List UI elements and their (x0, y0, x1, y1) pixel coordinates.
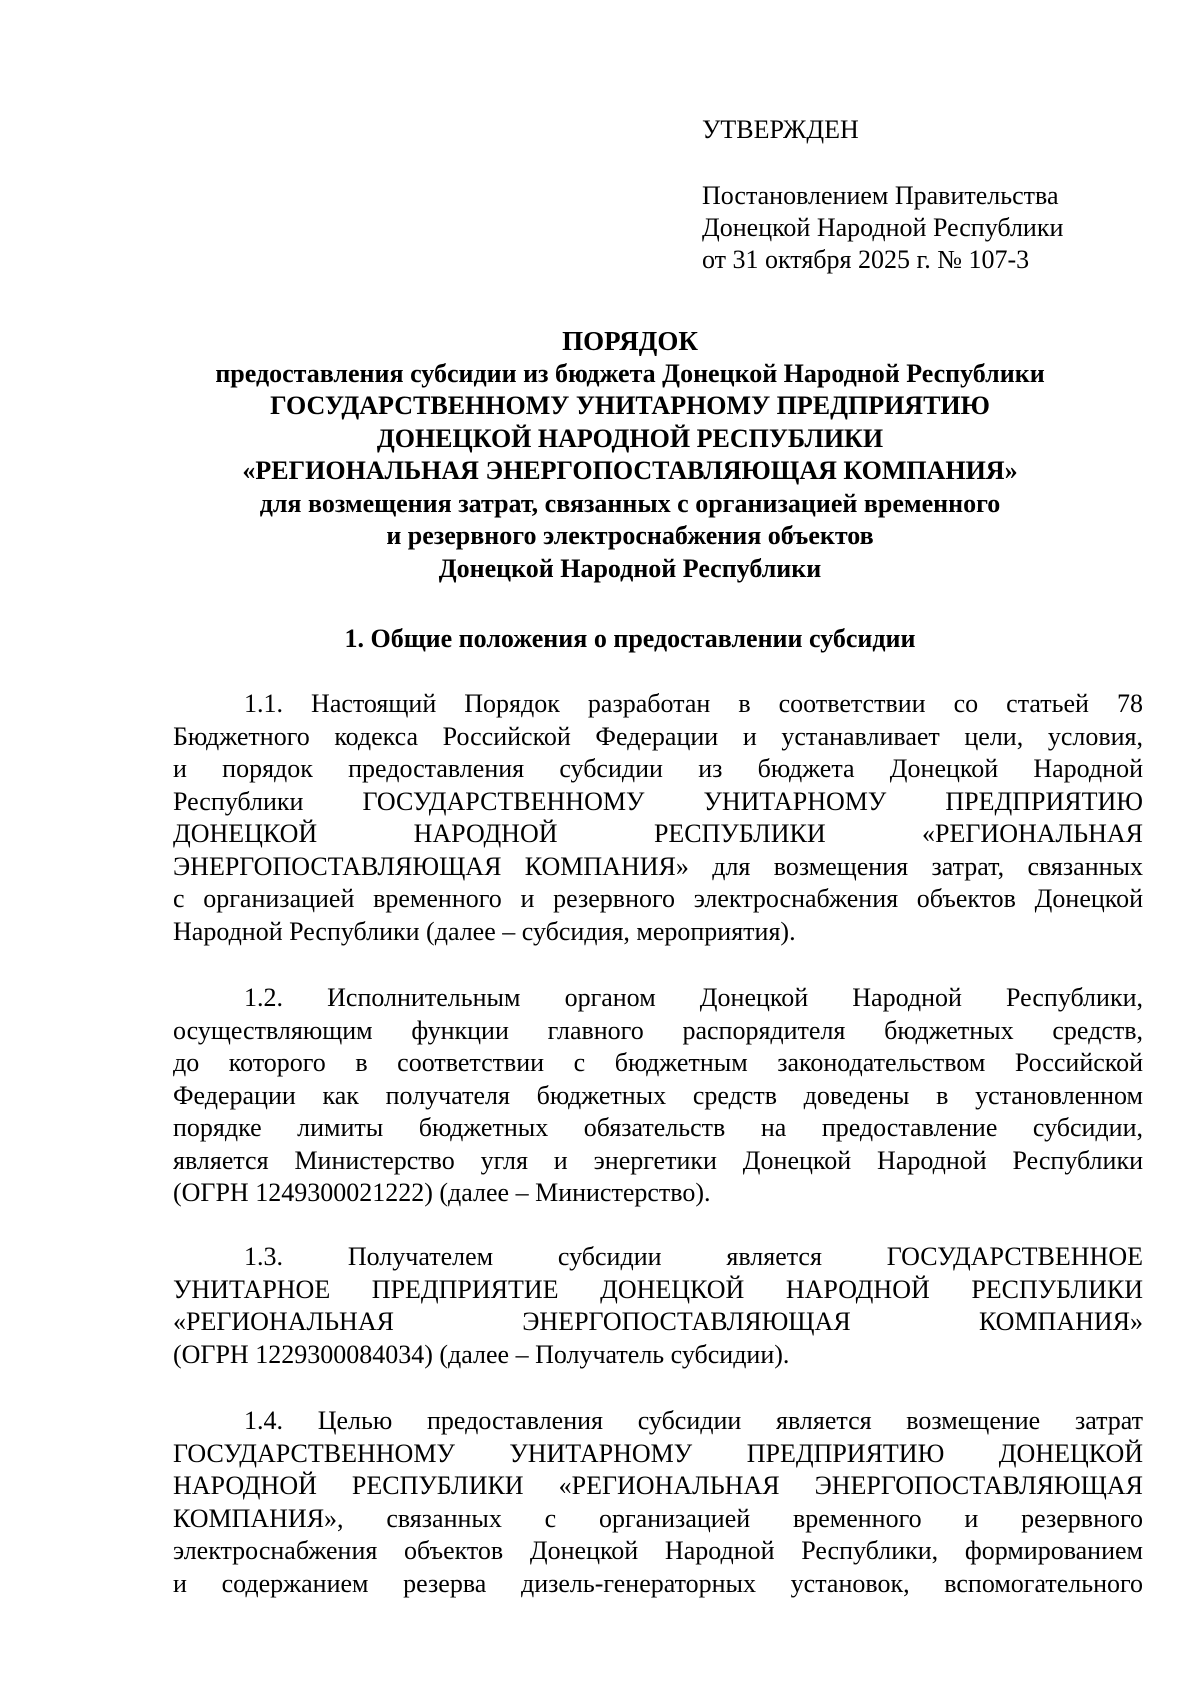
paragraph-line: Республики ГОСУДАРСТВЕННОМУ УНИТАРНОМУ ПРЕДПРИЯТИЮ (173, 786, 1143, 816)
approval-line: Постановлением Правительства (702, 181, 1059, 210)
approval-line: Донецкой Народной Республики (702, 213, 1064, 242)
paragraph-1-2 (173, 982, 1143, 1210)
paragraph-line: КОМПАНИЯ», связанных с организацией временного и резервного (173, 1503, 1143, 1533)
approval-stamp: УТВЕРЖДЕН (702, 115, 859, 144)
paragraph-1-3 (173, 1241, 1143, 1371)
paragraph-line: ЭНЕРГОПОСТАВЛЯЮЩАЯ КОМПАНИЯ» для возмещения затрат, связанных (173, 851, 1143, 881)
paragraph-line: с организацией временного и резервного электроснабжения объектов Донецкой (173, 884, 1143, 913)
title-line: «РЕГИОНАЛЬНАЯ ЭНЕРГОПОСТАВЛЯЮЩАЯ КОМПАНИЯ» (242, 456, 1018, 485)
title-line: ДОНЕЦКОЙ НАРОДНОЙ РЕСПУБЛИКИ (376, 423, 884, 453)
paragraph-line: Народной Республики (далее – субсидия, мероприятия). (173, 916, 796, 946)
title-line: и резервного электроснабжения объектов (386, 521, 874, 550)
paragraph-line: УНИТАРНОЕ ПРЕДПРИЯТИЕ ДОНЕЦКОЙ НАРОДНОЙ РЕСПУБЛИКИ (173, 1274, 1143, 1304)
paragraph-line: НАРОДНОЙ РЕСПУБЛИКИ «РЕГИОНАЛЬНАЯ ЭНЕРГОПОСТАВЛЯЮЩАЯ (173, 1471, 1143, 1500)
paragraph-line: (ОГРН 1249300021222) (далее – Министерство). (173, 1178, 711, 1207)
title-line: Донецкой Народной Республики (438, 553, 822, 583)
paragraph-line: Федерации как получателя бюджетных средств доведены в установленном (173, 1080, 1143, 1110)
section-heading: 1. Общие положения о предоставлении субсидии (344, 624, 916, 653)
paragraph-1-4 (173, 1405, 1143, 1600)
title-line: предоставления субсидии из бюджета Донецкой Народной Республики (215, 358, 1045, 388)
paragraph-line: 1.3. Получателем субсидии является ГОСУДАРСТВЕННОЕ (244, 1242, 1143, 1271)
title-line: ГОСУДАРСТВЕННОМУ УНИТАРНОМУ ПРЕДПРИЯТИЮ (270, 391, 990, 420)
paragraph-line: Бюджетного кодекса Российской Федерации и устанавливает цели, условия, (173, 721, 1143, 751)
paragraph-line: 1.2. Исполнительным органом Донецкой Народной Республики, (244, 983, 1143, 1012)
paragraph-line: осуществляющим функции главного распорядителя бюджетных средств, (173, 1015, 1143, 1045)
paragraph-line: электроснабжения объектов Донецкой Народной Республики, формированием (173, 1536, 1143, 1565)
title-line: для возмещения затрат, связанных с организацией временного (259, 488, 1001, 518)
paragraph-line: до которого в соответствии с бюджетным законодательством Российской (173, 1048, 1143, 1077)
paragraph-line: порядке лимиты бюджетных обязательств на предоставление субсидии, (173, 1113, 1143, 1142)
approval-block (702, 114, 1063, 276)
title-main: ПОРЯДОК (562, 326, 698, 356)
paragraph-line: ДОНЕЦКОЙ НАРОДНОЙ РЕСПУБЛИКИ «РЕГИОНАЛЬНАЯ (173, 819, 1143, 848)
paragraph-line: «РЕГИОНАЛЬНАЯ ЭНЕРГОПОСТАВЛЯЮЩАЯ КОМПАНИЯ» (173, 1307, 1143, 1336)
paragraph-line: ГОСУДАРСТВЕННОМУ УНИТАРНОМУ ПРЕДПРИЯТИЮ ДОНЕЦКОЙ (173, 1438, 1143, 1468)
paragraph-line: 1.1. Настоящий Порядок разработан в соответствии со статьей 78 (244, 689, 1143, 718)
paragraph-line: является Министерство угля и энергетики Донецкой Народной Республики (173, 1145, 1143, 1175)
paragraph-line: 1.4. Целью предоставления субсидии является возмещение затрат (244, 1406, 1143, 1435)
paragraph-line: и порядок предоставления субсидии из бюджета Донецкой Народной (173, 754, 1143, 783)
approval-line: от 31 октября 2025 г. № 107-3 (702, 245, 1030, 274)
document-title (120, 325, 1140, 585)
paragraph-line: (ОГРН 1229300084034) (далее – Получатель субсидии). (173, 1339, 790, 1369)
paragraph-line: и содержанием резерва дизель-генераторных установок, вспомогательного (173, 1568, 1143, 1598)
paragraph-1-1 (173, 688, 1143, 948)
